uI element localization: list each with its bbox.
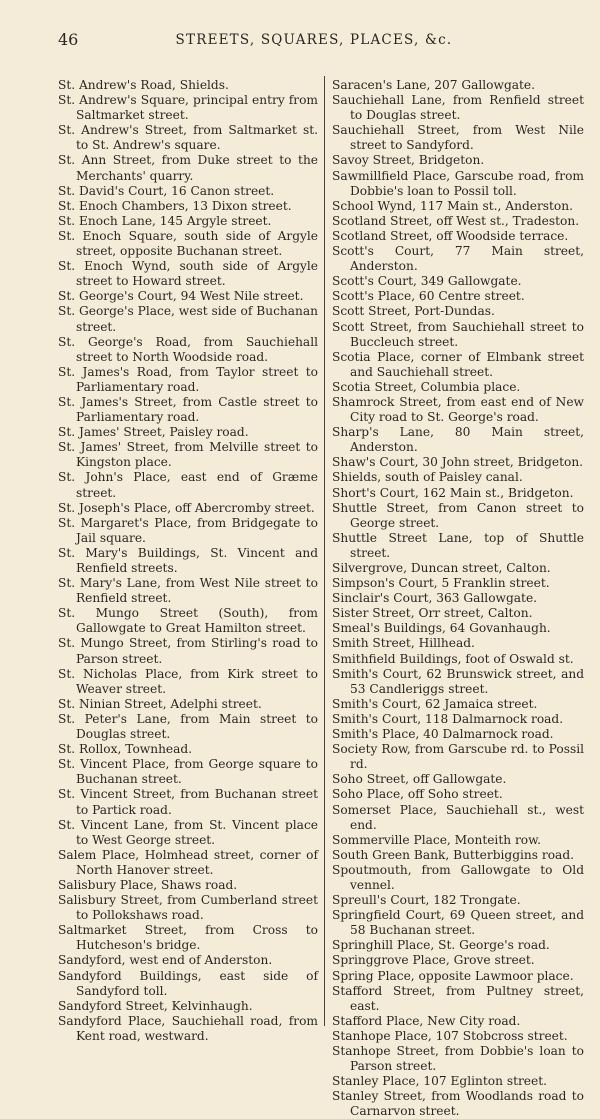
directory-entry: St. James' Street, from Melville street to Kingston place. <box>58 440 318 470</box>
directory-entry: St. George's Court, 94 West Nile street. <box>58 289 304 304</box>
directory-entry: Scott's Court, 349 Gallowgate. <box>332 274 522 289</box>
directory-entry: Shamrock Street, from east end of New City road to St. George's road. <box>332 394 584 425</box>
running-head: STREETS, SQUARES, PLACES, &c. <box>175 32 453 48</box>
page-header <box>58 30 570 54</box>
directory-entry: St. Enoch Square, south side of Argyle street, opposite Buchanan street. <box>58 228 318 259</box>
column-divider <box>324 76 325 1026</box>
directory-entry: Stanhope Street, from Dobbie's loan to Parson street. <box>332 1044 584 1074</box>
directory-entry: Stafford Street, from Pultney street, east. <box>332 983 584 1013</box>
directory-entry: St. Mary's Buildings, St. Vincent and Renfield streets. <box>58 545 318 575</box>
directory-entry: St. Mary's Lane, from West Nile street to Renfield street. <box>58 576 318 606</box>
directory-entry: School Wynd, 117 Main st., Anderston. <box>332 198 573 213</box>
directory-entry: St. Margaret's Place, from Bridgegate to Jail square. <box>58 515 318 545</box>
directory-entry: St. Andrew's Street, from Saltmarket st. to St. Andrew's square. <box>58 123 318 153</box>
directory-entry: Society Row, from Garscube rd. to Possil rd. <box>332 742 584 772</box>
directory-entry: St. Peter's Lane, from Main street to Douglas street. <box>58 711 318 742</box>
directory-entry: St. Enoch Wynd, south side of Argyle street to Howard street. <box>58 259 318 289</box>
directory-entry: Sauchiehall Street, from West Nile street to Sandyford. <box>332 123 584 153</box>
directory-entry: Smith's Court, 62 Brunswick street, and 53 Candleriggs street. <box>332 666 584 696</box>
directory-entry: Smith's Place, 40 Dalmarnock road. <box>332 727 554 742</box>
directory-entry: Shuttle Street, from Canon street to George street. <box>332 500 584 530</box>
directory-entry: Springgrove Place, Grove street. <box>332 953 535 968</box>
directory-entry: Shuttle Street Lane, top of Shuttle street. <box>332 530 584 560</box>
directory-entry: St. Andrew's Road, Shields. <box>58 78 229 92</box>
directory-entry: St. James's Street, from Castle street to Parliamentary road. <box>58 394 318 425</box>
directory-entry: Scott's Place, 60 Centre street. <box>332 289 525 304</box>
directory-entry: St. Ann Street, from Duke street to the Merchants' quarry. <box>58 153 318 183</box>
directory-entry: St. John's Place, east end of Græme street. <box>58 470 318 500</box>
directory-entry: Scotia Place, corner of Elmbank street and Sauchiehall street. <box>332 349 584 379</box>
directory-entry: St. James' Street, Paisley road. <box>58 425 249 440</box>
directory-entry: Scott Street, from Sauchiehall street to Buccleuch street. <box>332 319 584 349</box>
directory-entry: Savoy Street, Bridgeton. <box>332 153 485 168</box>
directory-entry: Sandyford Street, Kelvinhaugh. <box>58 998 253 1013</box>
directory-entry: St. Nicholas Place, from Kirk street to Weaver street. <box>58 666 318 696</box>
directory-entry: Smeal's Buildings, 64 Govanhaugh. <box>332 621 551 636</box>
directory-entry: Sandyford Buildings, east side of Sandyford toll. <box>58 968 318 998</box>
directory-entry: Scott's Court, 77 Main street, Anderston. <box>332 244 584 274</box>
directory-entry: St. Mungo Street, from Stirling's road to Parson street. <box>58 636 318 666</box>
directory-entry: Sawmillfield Place, Garscube road, from Dobbie's loan to Possil toll. <box>332 168 584 198</box>
directory-entry: Sharp's Lane, 80 Main street, Anderston. <box>332 425 584 455</box>
directory-entry: Smith Street, Hillhead. <box>332 636 475 651</box>
directory-entry: St. George's Road, from Sauchiehall street to North Woodside road. <box>58 334 318 364</box>
directory-entry: St. Rollox, Townhead. <box>58 742 193 757</box>
directory-entry: Sinclair's Court, 363 Gallowgate. <box>332 591 538 606</box>
directory-entry: Shields, south of Paisley canal. <box>332 470 523 485</box>
directory-entry: Soho Place, off Soho street. <box>332 787 503 802</box>
directory-entry: Scotland Street, off Woodside terrace. <box>332 228 569 243</box>
directory-entry: Scott Street, Port-Dundas. <box>332 304 495 319</box>
directory-entry: Short's Court, 162 Main st., Bridgeton. <box>332 485 574 500</box>
directory-entry: Stanhope Place, 107 Stobcross street. <box>332 1028 568 1043</box>
directory-entry: Stanley Place, 107 Eglinton street. <box>332 1074 547 1089</box>
directory-entry: South Green Bank, Butterbiggins road. <box>332 847 574 862</box>
directory-entry: Springhill Place, St. George's road. <box>332 938 550 953</box>
directory-entry: Silvergrove, Duncan street, Calton. <box>332 561 551 575</box>
directory-entry: St. Enoch Chambers, 13 Dixon street. <box>58 198 292 213</box>
directory-entry: Simpson's Court, 5 Franklin street. <box>332 576 550 591</box>
directory-entry: St. Vincent Lane, from St. Vincent place to West George street. <box>58 817 318 847</box>
directory-entry: Soho Street, off Gallowgate. <box>332 772 507 787</box>
left-column <box>58 78 318 1044</box>
directory-entry: Somerset Place, Sauchiehall st., west end. <box>332 802 584 832</box>
directory-entry: St. Vincent Street, from Buchanan street to Partick road. <box>58 787 318 817</box>
directory-entry: Sister Street, Orr street, Calton. <box>332 606 533 621</box>
directory-entry: St. David's Court, 16 Canon street. <box>58 183 275 198</box>
directory-entry: Scotland Street, off West st., Tradeston. <box>332 213 580 228</box>
directory-entry: Spoutmouth, from Gallowgate to Old vennel. <box>332 862 584 892</box>
directory-entry: Salem Place, Holmhead street, corner of North Hanover street. <box>58 847 318 877</box>
directory-entry: Spring Place, opposite Lawmoor place. <box>332 968 574 983</box>
directory-entry: Saltmarket Street, from Cross to Hutcheson's bridge. <box>58 923 318 953</box>
directory-entry: St. Mungo Street (South), from Gallowgate to Great Hamilton street. <box>58 606 318 636</box>
directory-entry: St. James's Road, from Taylor street to Parliamentary road. <box>58 364 318 394</box>
directory-entry: Scotia Street, Columbia place. <box>332 379 521 394</box>
directory-entry: Salisbury Street, from Cumberland street to Pollokshaws road. <box>58 893 318 923</box>
directory-entry: St. Joseph's Place, off Abercromby street. <box>58 500 315 515</box>
directory-entry: Smith's Court, 62 Jamaica street. <box>332 696 538 711</box>
page-number: 46 <box>58 30 79 49</box>
directory-entry: Sandyford Place, Sauchiehall road, from Kent road, westward. <box>58 1013 318 1043</box>
directory-entry: St. Ninian Street, Adelphi street. <box>58 696 262 711</box>
directory-entry: Smith's Court, 118 Dalmarnock road. <box>332 711 564 726</box>
directory-entry: Smithfield Buildings, foot of Oswald st. <box>332 651 574 666</box>
directory-entry: Salisbury Place, Shaws road. <box>58 877 238 892</box>
directory-entry: Sandyford, west end of Anderston. <box>58 953 273 968</box>
directory-entry: Springfield Court, 69 Queen street, and 58 Buchanan street. <box>332 908 584 938</box>
directory-entry: Stanley Street, from Woodlands road to Carnarvon street. <box>332 1089 584 1119</box>
directory-entry: St. George's Place, west side of Buchanan street. <box>58 304 318 334</box>
directory-entry: Stafford Place, New City road. <box>332 1013 521 1028</box>
directory-entry: St. Andrew's Square, principal entry from Saltmarket street. <box>58 93 318 123</box>
directory-entry: Saracen's Lane, 207 Gallowgate. <box>332 78 535 92</box>
directory-entry: Sauchiehall Lane, from Renfield street to Douglas street. <box>332 93 584 123</box>
directory-entry: Shaw's Court, 30 John street, Bridgeton. <box>332 455 584 470</box>
right-column <box>332 78 584 1119</box>
directory-entry: St. Enoch Lane, 145 Argyle street. <box>58 213 272 228</box>
directory-entry: Spreull's Court, 182 Trongate. <box>332 893 521 908</box>
directory-entry: Sommerville Place, Monteith row. <box>332 832 541 847</box>
directory-entry: St. Vincent Place, from George square to Buchanan street. <box>58 757 318 787</box>
